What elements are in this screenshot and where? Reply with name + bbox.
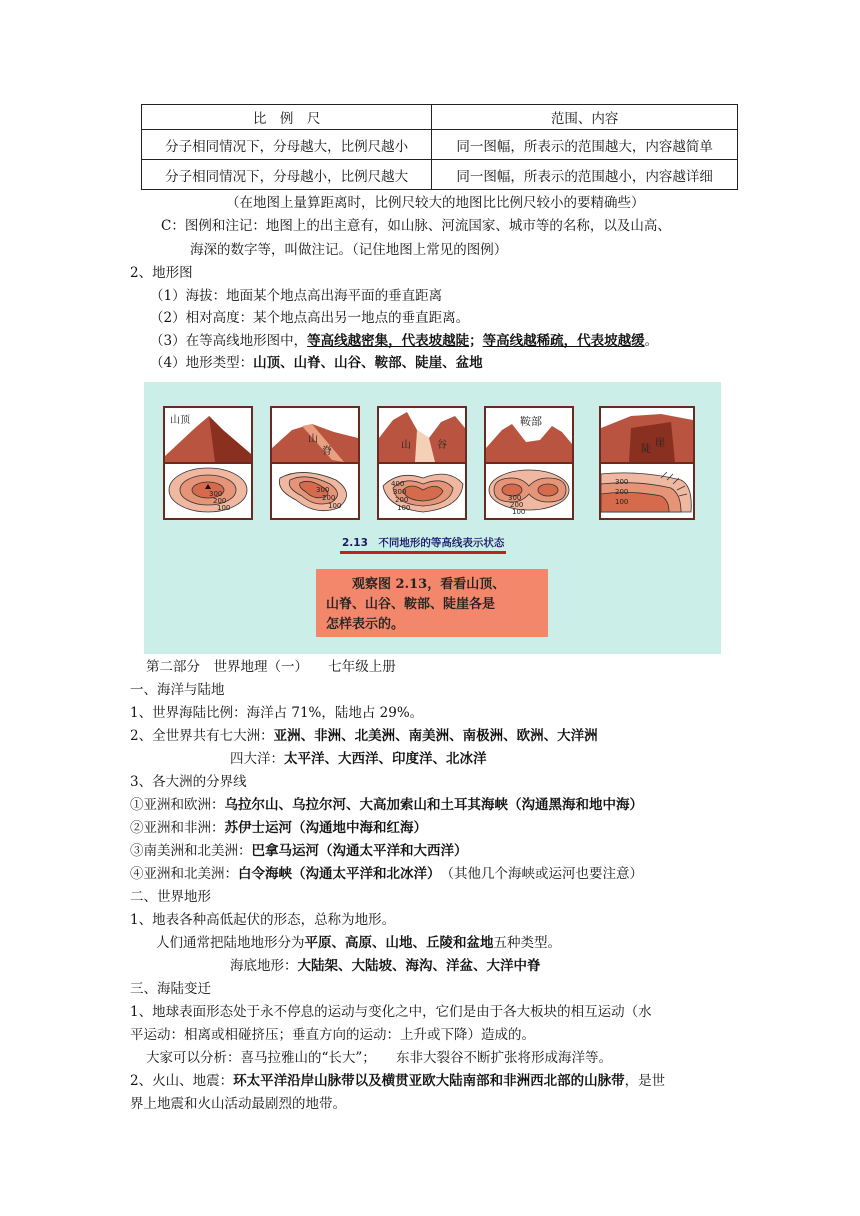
contour-label: 300 [393, 488, 407, 496]
volcano-earthquake-line [130, 1071, 665, 1091]
ridge-label: 脊 [322, 446, 332, 457]
volcano-prefix: 2、火山、地震： [130, 1073, 234, 1089]
contour-label: 300 [209, 490, 223, 498]
note-line: 怎样表示的。 [326, 617, 405, 632]
seafloor-prefix: 海底地形： [230, 958, 298, 974]
contour-label: 300 [615, 478, 629, 486]
plate-motion-line-1: 1、地球表面形态处于永不停息的运动与变化之中，它们是由于各大板块的相互运动（水 [130, 1004, 652, 1020]
section-2-heading: 二、世界地形 [130, 889, 211, 905]
contour-label: 200 [322, 494, 336, 502]
boundary-prefix: ①亚洲和欧洲： [130, 797, 225, 813]
table-cell: 分子相同情况下，分母越大，比例尺越小 [142, 130, 432, 160]
valley-panel [377, 406, 467, 520]
table-row [142, 130, 738, 160]
land-landforms-list: 平原、高原、山地、丘陵和盆地 [304, 935, 494, 951]
legend-c-line-1: C：图例和注记：地图上的出主意有，如山脉、河流国家、城市等的名称，以及山高、 [161, 218, 671, 234]
seafloor-list: 大陆架、大陆坡、海沟、洋盆、大洋中脊 [297, 958, 541, 974]
boundary-prefix: ③南美洲和北美洲： [130, 843, 252, 859]
part2-heading: 第二部分 世界地理（一） 七年级上册 [146, 659, 396, 675]
boundary-detail: 巴拿马运河（沟通太平洋和大西洋） [251, 843, 468, 859]
ridge-label: 山 [308, 434, 318, 445]
topo-heading: 2、地形图 [130, 265, 193, 281]
valley-label: 山 [401, 440, 411, 451]
table-header-cell: 范围、内容 [432, 105, 738, 130]
scale-table [141, 104, 738, 190]
oceans-prefix: 四大洋： [230, 751, 284, 767]
saddle-label: 鞍部 [520, 415, 542, 428]
landform-definition: 1、地表各种高低起伏的形态，总称为地形。 [130, 912, 396, 928]
table-header-cell: 比 例 尺 [142, 105, 432, 130]
table-header-row [142, 105, 738, 130]
section-3-heading: 三、海陆变迁 [130, 981, 211, 997]
landform-contour-figure [144, 382, 721, 654]
figure-caption: 2.13 不同地形的等高线表示状态 [340, 535, 506, 554]
boundary-detail: 白令海峡（沟通太平洋和北冰洋） [238, 866, 434, 882]
land-sea-ratio: 1、世界海陆比例：海洋占 71%，陆地占 29%。 [130, 705, 424, 721]
boundary-asia-north-america [130, 864, 643, 884]
valley-label: 谷 [437, 440, 447, 451]
plate-motion-line-2: 平运动：相离或相碰挤压；垂直方向的运动：上升或下降）造成的。 [130, 1027, 535, 1043]
contour-label: 300 [508, 494, 522, 502]
topo-item-4-prefix: （4）地形类型： [150, 355, 254, 371]
topo-item-3-sep: ； [469, 333, 483, 349]
table-cell: 同一图幅，所表示的范围越大，内容越简单 [432, 130, 738, 160]
table-row [142, 160, 738, 190]
oceans-line [230, 749, 487, 769]
topo-item-3-prefix: （3）在等高线地形图中， [150, 333, 308, 349]
cliff-panel [599, 406, 695, 520]
observation-note [316, 569, 548, 637]
continents-line [130, 726, 598, 746]
boundary-americas [130, 841, 468, 861]
valley-illustration [379, 408, 465, 518]
summit-panel [163, 406, 253, 520]
oceans-list: 太平洋、大西洋、印度洋、北冰洋 [284, 751, 487, 767]
analysis-line: 大家可以分析：喜马拉雅山的“长大”； 东非大裂谷不断扩张将形成海洋等。 [146, 1050, 613, 1066]
boundary-asia-africa [130, 818, 427, 838]
table-cell: 分子相同情况下，分母越小，比例尺越大 [142, 160, 432, 190]
ridge-illustration [272, 408, 358, 518]
boundary-prefix: ②亚洲和非洲： [130, 820, 225, 836]
seafloor-landforms [230, 956, 541, 976]
contour-label: 100 [512, 508, 526, 516]
note-distance: （在地图上量算距离时，比例尺较大的地图比比例尺较小的要精确些） [226, 195, 645, 211]
boundary-detail: 乌拉尔山、乌拉尔河、大高加索山和土耳其海峡（沟通黑海和地中海） [224, 797, 643, 813]
note-line: 观察图 2.13，看看山顶、 [352, 577, 506, 592]
boundaries-heading: 3、各大洲的分界线 [130, 774, 247, 790]
sparse-contour-text: 等高线越稀疏，代表坡越缓 [482, 333, 645, 349]
contour-label: 100 [217, 504, 231, 512]
cliff-label: 陡 [641, 444, 651, 455]
topo-item-3 [150, 331, 658, 351]
boundary-suffix: （其他几个海峡或运河也要注意） [433, 866, 643, 882]
topo-item-3-end: 。 [644, 333, 659, 349]
boundary-detail: 苏伊士运河（沟通地中海和红海） [224, 820, 427, 836]
volcano-belts: 环太平洋沿岸山脉带以及横贯亚欧大陆南部和非洲西北部的山脉带 [233, 1073, 625, 1089]
landform-types: 山顶、山脊、山谷、鞍部、陡崖、盆地 [253, 355, 483, 371]
contour-label: 100 [397, 504, 411, 512]
land-landforms-suffix: 五种类型。 [493, 935, 561, 951]
contour-label: 200 [213, 497, 227, 505]
note-line: 山脊、山谷、鞍部、陡崖各是 [326, 597, 496, 612]
volcano-suffix: ，是世 [624, 1073, 666, 1089]
table-cell: 同一图幅，所表示的范围越小，内容越详细 [432, 160, 738, 190]
topo-item-1: （1）海拔：地面某个地点高出海平面的垂直距离 [150, 288, 443, 304]
contour-label: 400 [391, 480, 405, 488]
land-landforms [156, 933, 561, 953]
contour-label: 300 [316, 486, 330, 494]
boundary-asia-europe [130, 795, 643, 815]
saddle-panel [484, 406, 574, 520]
ridge-panel [270, 406, 360, 520]
contour-label: 100 [615, 498, 629, 506]
boundary-prefix: ④亚洲和北美洲： [130, 866, 238, 882]
contour-label: 200 [615, 488, 629, 496]
topo-item-4 [150, 353, 483, 373]
section-1-heading: 一、海洋与陆地 [130, 682, 225, 698]
legend-c-line-2: 海深的数字等，叫做注记。（记住地图上常见的图例） [190, 242, 508, 258]
contour-label: 200 [395, 496, 409, 504]
contour-label: 100 [328, 502, 342, 510]
dense-contour-text: 等高线越密集，代表坡越陡 [307, 333, 470, 349]
contour-label: 200 [510, 501, 524, 509]
volcano-earthquake-line-2: 界上地震和火山活动最剧烈的地带。 [130, 1096, 346, 1112]
continents-prefix: 2、全世界共有七大洲： [130, 728, 274, 744]
land-landforms-prefix: 人们通常把陆地地形分为 [156, 935, 305, 951]
topo-item-2: （2）相对高度：某个地点高出另一地点的垂直距离。 [150, 310, 470, 326]
summit-label: 山顶 [170, 415, 190, 426]
cliff-label: 崖 [655, 438, 665, 449]
continents-list: 亚洲、非洲、北美洲、南美洲、南极洲、欧洲、大洋洲 [273, 728, 598, 744]
